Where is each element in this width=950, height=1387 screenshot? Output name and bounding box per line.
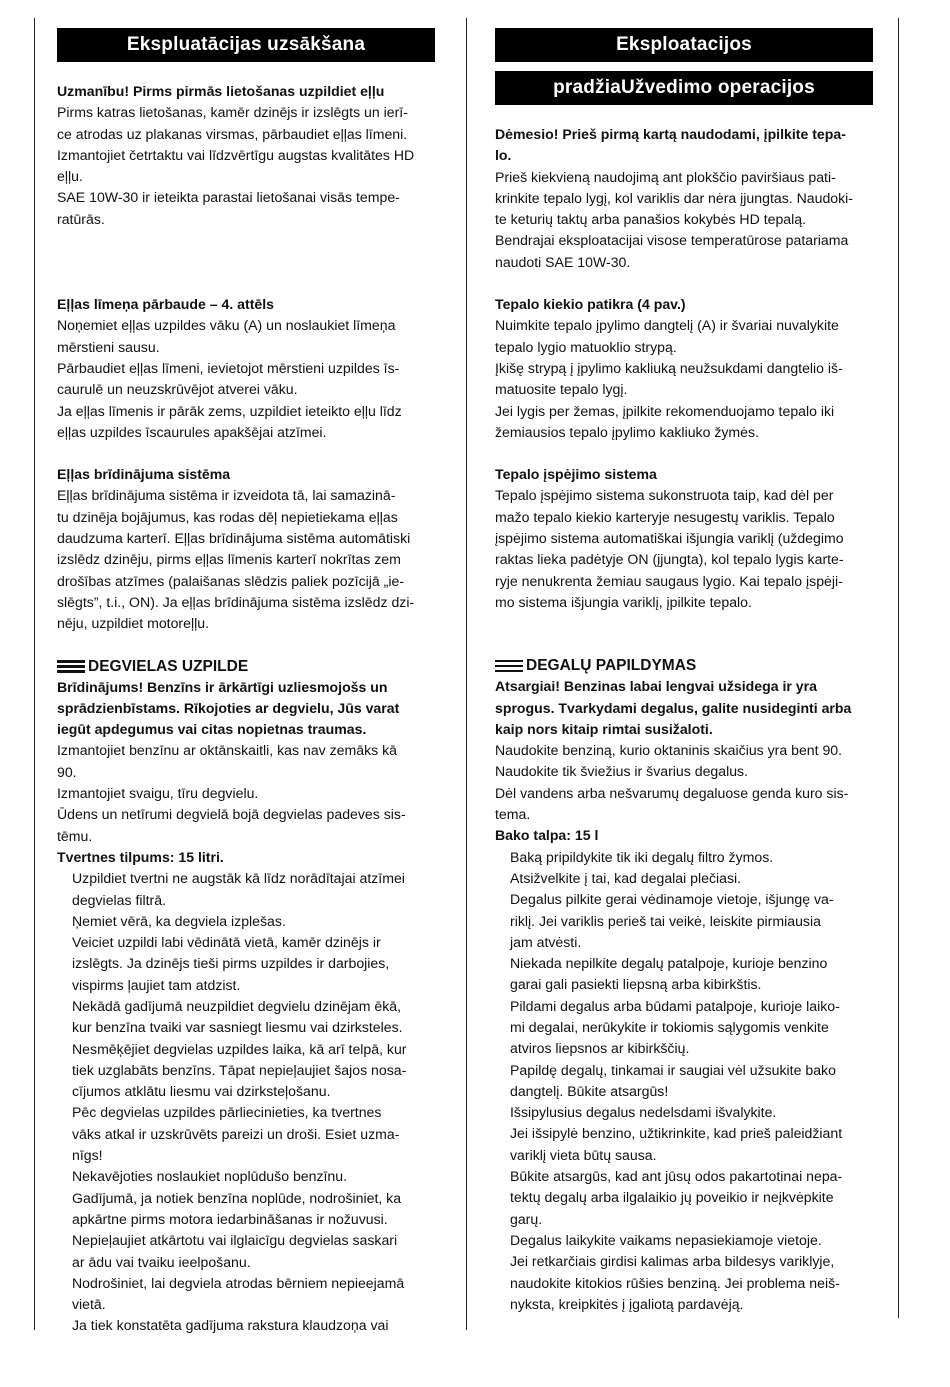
text-line: mērstieni sausu. (57, 338, 160, 355)
text-line: Bendrajai eksploatacijai visose temperatūrose patariama (495, 232, 849, 249)
column-latvian (57, 28, 435, 1337)
text-line: Išsipylusius degalus nedelsdami išvalykite. (510, 1104, 777, 1121)
text-line: Nekādā gadījumā neuzpildiet degvielu dzinējam ēkā, (72, 997, 402, 1014)
text-line: Noņemiet eļļas uzpildes vāku (A) un noslaukiet līmeņa (57, 317, 396, 334)
fuel-capacity: Bako talpa: 15 l (495, 827, 599, 844)
fuel-capacity: Tvertnes tilpums: 15 litri. (57, 848, 224, 865)
text-line: Įkišę strypą į įpylimo kakliuką neužsukdami dangtelio iš- (495, 359, 843, 376)
text-line: Naudokite benziną, kurio oktaninis skaičius yra bent 90. (495, 742, 843, 759)
text-line: naudoti SAE 10W-30. (495, 253, 631, 270)
text-line: Eļļas brīdinājuma sistēma ir izveidota tā, lai samazinā- (57, 487, 396, 504)
text-line: SAE 10W-30 ir ieteikta parastai lietošanai visās tempe- (57, 189, 400, 206)
oil-warning-section (57, 464, 435, 634)
text-line: apkārtne pirms motora iedarbināšanas ir nožuvusi. (72, 1210, 388, 1227)
text-line: nyksta, kreipkitės į įgaliotą pardavėją. (510, 1295, 744, 1312)
text-line: 90. (57, 763, 77, 780)
text-line: tepalo lygio matuoklio strypą. (495, 338, 677, 355)
section-banner-lithuanian-sub: pradžiaUžvedimo operacijos (495, 71, 873, 105)
text-line: Jei retkarčiais girdisi kalimas arba bildesys variklyje, (510, 1253, 835, 1270)
text-line: Niekada nepilkite degalų patalpoje, kurioje benzino (510, 955, 828, 972)
text-line: Izmantojiet benzīnu ar oktānskaitli, kas nav zemāks kā (57, 742, 397, 759)
fuel-heading-row (495, 655, 873, 676)
text-line: eļļas uzpildes īscaurules apakšējai atzīmei. (57, 423, 327, 440)
oil-check-heading: Eļļas līmeņa pārbaude – 4. attēls (57, 296, 274, 313)
column-rule-left (34, 18, 35, 1330)
text-line: Veiciet uzpildi labi vēdinātā vietā, kamēr dzinējs ir (72, 934, 381, 951)
text-line: garai gali pasiekti liepsną arba kibirkštis. (510, 976, 762, 993)
text-line: Būkite atsargūs, kad ant jūsų odos pakartotinai nepa- (510, 1168, 843, 1185)
oil-check-section (495, 294, 873, 443)
text-line: Pirms katras lietošanas, kamēr dzinējs ir izslēgts un ierī- (57, 104, 408, 121)
text-line: Nodrošiniet, lai degviela atrodas bērniem nepieejamā (72, 1274, 405, 1291)
text-line: Degalus laikykite vaikams nepasiekiamoje vietoje. (510, 1231, 822, 1248)
fuel-section (57, 656, 435, 1337)
text-line: Ūdens un netīrumi degvielā bojā degvielas padeves sis- (57, 806, 406, 823)
text-line: degvielas filtrā. (72, 891, 167, 908)
text-line: slēgts”, t.i., ON). Ja eļļas brīdinājuma sistēma izslēdz dzi- (57, 593, 415, 610)
column-lithuanian (495, 28, 873, 1315)
text-line: Tepalo įspėjimo sistema sukonstruota taip, kad dėl per (495, 487, 834, 504)
oil-warning-heading: Eļļas brīdinājuma sistēma (57, 466, 231, 483)
text-line: mo sistema išjungia variklį, įpilkite tepalo. (495, 593, 752, 610)
oil-intro-body (57, 102, 435, 230)
text-line: Gadījumā, ja notiek benzīna noplūde, nodrošiniet, ka (72, 1189, 402, 1206)
text-line: Nuimkite tepalo įpylimo dangtelį (A) ir švariai nuvalykite (495, 317, 839, 334)
fuel-warning-line: kaip nors kitaip rimtai susižaloti. (495, 720, 713, 737)
text-line: tu dzinēja bojājumus, kas rodas dēļ nepietiekama eļļas (57, 508, 398, 525)
text-line: drošības atzīmes (palaišanas slēdzis paliek pozīcijā „ie- (57, 572, 405, 589)
text-line: tiek uzglabāts benzīns. Tāpat nepieļaujiet šajos nosa- (72, 1061, 407, 1078)
section-banner-latvian: Ekspluatācijas uzsākšana (57, 28, 435, 62)
text-line: nēju, uzpildiet motoreļļu. (57, 615, 209, 632)
fuel-instructions (495, 847, 873, 1316)
oil-intro-heading: Uzmanību! Pirms pirmās lietošanas uzpildiet eļļu (57, 83, 385, 99)
oil-warning-heading: Tepalo įspėjimo sistema (495, 466, 657, 483)
text-line: Nepieļaujiet atkārtotu vai ilglaicīgu degvielas saskari (72, 1232, 398, 1249)
text-line: ar ādu vai tvaiku ieelpošanu. (72, 1253, 251, 1270)
text-line: atviros liepsnos ar kibirkščių. (510, 1040, 690, 1057)
text-line: ratūrās. (57, 210, 105, 227)
text-line: Jei išsipylė benzino, užtikrinkite, kad prieš paleidžiant (510, 1125, 843, 1142)
text-line: ce atrodas uz plakanas virsmas, pārbaudiet eļļas līmeni. (57, 125, 408, 142)
text-line: variklį vieta būtų sausa. (510, 1146, 657, 1163)
text-line: Atsižvelkite į tai, kad degalai plečiasi. (510, 869, 742, 886)
text-line: Ja eļļas līmenis ir pārāk zems, uzpildiet ieteikto eļļu līdz (57, 402, 402, 419)
text-line: Ņemiet vērā, ka degviela izplešas. (72, 912, 286, 929)
oil-check-section (57, 294, 435, 443)
oil-intro-section (57, 81, 435, 230)
text-line: naudokite kitokios rūšies benziną. Jei problema neiš- (510, 1274, 840, 1291)
text-line: Pārbaudiet eļļas līmeni, ievietojot mērstieni uzpildes īs- (57, 359, 400, 376)
text-line: mi degalai, nerūkykite ir tokiomis sąlygomis venkite (510, 1018, 829, 1035)
text-line: raktas lieka padėtyje ON (įjungta), kol tepalo lygis karte- (495, 551, 844, 568)
text-line: Degalus pilkite gerai vėdinamoje vietoje, išjungę va- (510, 891, 834, 908)
text-line: vietā. (72, 1296, 106, 1313)
oil-intro-section (495, 124, 873, 273)
text-line: kur benzīna tvaiki var sasniegt liesmu vai dzirksteles. (72, 1019, 403, 1036)
text-line: Naudokite tik šviežius ir švarius degalus. (495, 763, 749, 780)
column-rule-center (466, 18, 467, 1330)
text-line: tektų degalų arba ilgalaikio jų poveikio ir neįkvėpkite (510, 1189, 834, 1206)
section-banner-lithuanian: Eksploatacijos (495, 28, 873, 62)
text-line: krinkite tepalo lygį, kol variklis dar nėra įjungtas. Naudoki- (495, 189, 853, 206)
fuel-instructions (57, 868, 435, 1337)
text-line: Izmantojiet svaigu, tīru degvielu. (57, 785, 259, 802)
text-line: Nesmēķējiet degvielas uzpildes laika, kā arī telpā, kur (72, 1040, 407, 1057)
text-line: garų. (510, 1210, 543, 1227)
fuel-heading: DEGVIELAS UZPILDE (88, 657, 249, 675)
text-line: daudzuma karterī. Eļļas brīdinājuma sistēma automātiski (57, 530, 411, 547)
text-line: nīgs! (72, 1147, 103, 1164)
text-line: cījumos atklātu liesmu vai dzirksteļošanu. (72, 1083, 331, 1100)
text-line: riklį. Jei variklis perieš tai veikė, leiskite pirmiausia (510, 912, 821, 929)
fuel-warning-line: sprādzienbīstams. Rīkojoties ar degvielu, Jūs varat (57, 699, 400, 716)
oil-check-heading: Tepalo kiekio patikra (4 pav.) (495, 296, 686, 313)
text-line: įspėjimo sistema automatiškai išjungia variklį (uždegimo (495, 530, 844, 547)
text-line: Papildę degalų, tinkamai ir saugiai vėl užsukite bako (510, 1061, 836, 1078)
text-line: dangtelį. Būkite atsargūs! (510, 1082, 669, 1099)
text-line: eļļu. (57, 168, 83, 185)
text-line: Ja tiek konstatēta gadījuma rakstura klaudzoņa vai (72, 1317, 389, 1334)
text-line: Nekavējoties noslaukiet noplūdušo benzīnu. (72, 1168, 348, 1185)
text-line: Dėl vandens arba nešvarumų degaluose genda kuro sis- (495, 784, 849, 801)
text-line: Pildami degalus arba būdami patalpoje, kurioje laiko- (510, 997, 840, 1014)
text-line: Baką pripildykite tik iki degalų filtro žymos. (510, 848, 774, 865)
text-line: jam atvėsti. (510, 933, 582, 950)
oil-intro-heading: Dėmesio! Prieš pirmą kartą naudodami, įpilkite tepa- (495, 126, 846, 142)
fuel-warning-line: iegūt apdegumus vai citas nopietnas traumas. (57, 721, 367, 738)
menu-lines-icon (57, 659, 85, 673)
text-line: caurulē un neuzskrūvējot atverei vāku. (57, 381, 298, 398)
text-line: izslēdz dzinēju, pirms eļļas līmenis karterī nokrītas zem (57, 551, 401, 568)
fuel-heading: DEGALŲ PAPILDYMAS (526, 657, 697, 675)
text-line: te keturių taktų arba panašios kokybės HD tepalą. (495, 211, 807, 228)
text-line: vispirms ļaujiet tam atdzist. (72, 976, 241, 993)
oil-warning-section (495, 464, 873, 613)
text-line: tema. (495, 806, 531, 823)
text-line: izslēgts. Ja dzinējs tieši pirms uzpildes ir darbojies, (72, 955, 390, 972)
text-line: vāks atkal ir uzskrūvēts pareizi un droši. Esiet uzma- (72, 1125, 400, 1142)
text-line: tēmu. (57, 827, 93, 844)
fuel-section (495, 655, 873, 1315)
text-line: ryje nenukrenta žemiau saugaus lygio. Kai tepalo įspėji- (495, 572, 843, 589)
text-line: matuosite tepalo lygį. (495, 381, 628, 398)
text-line: Izmantojiet četrtaktu vai līdzvērtīgu augstas kvalitātes HD (57, 146, 415, 163)
fuel-warning-line: Atsargiai! Benzinas labai lengvai užsidega ir yra (495, 678, 817, 695)
oil-intro-heading: lo. (495, 147, 512, 164)
text-line: Pēc degvielas uzpildes pārliecinieties, ka tvertnes (72, 1104, 382, 1121)
fuel-warning-line: sprogus. Tvarkydami degalus, galite nusideginti arba (495, 699, 852, 716)
column-rule-right (898, 18, 899, 1318)
text-line: žemiausios tepalo įpylimo kakliuko žymės. (495, 423, 759, 440)
text-line: Uzpildiet tvertni ne augstāk kā līdz norādītajai atzīmei (72, 870, 405, 887)
text-line: Prieš kiekvieną naudojimą ant plokščio paviršiaus pati- (495, 168, 836, 185)
text-line: Jei lygis per žemas, įpilkite rekomenduojamo tepalo iki (495, 402, 835, 419)
fuel-warning-line: Brīdinājums! Benzīns ir ārkārtīgi uzliesmojošs un (57, 678, 388, 695)
menu-lines-icon (495, 659, 523, 673)
text-line: mažo tepalo kiekio karteryje nesugestų variklis. Tepalo (495, 508, 835, 525)
fuel-heading-row (57, 656, 435, 677)
